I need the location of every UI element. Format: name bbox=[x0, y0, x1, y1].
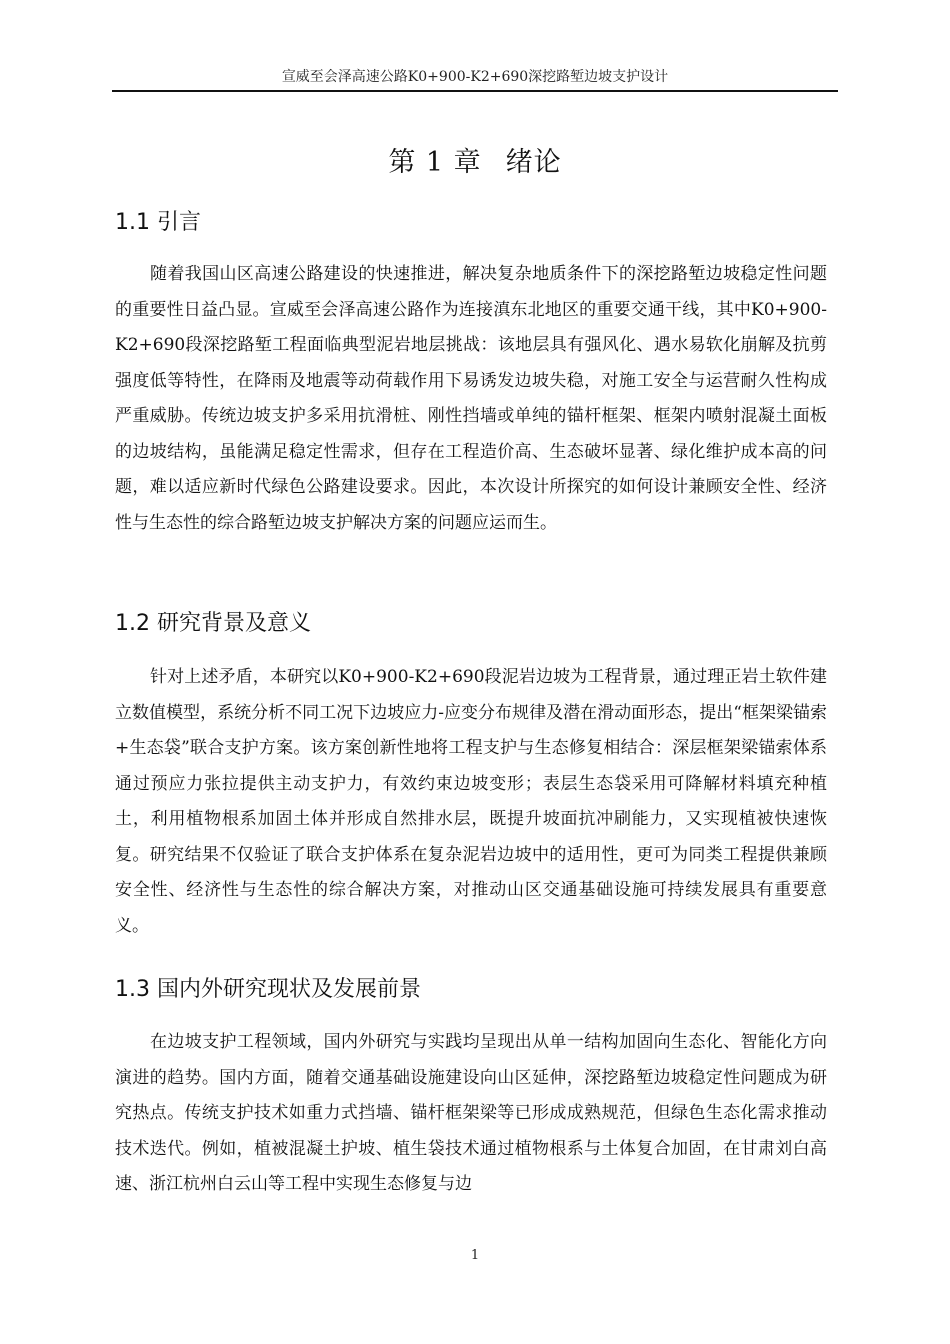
page-number: 1 bbox=[470, 1248, 480, 1263]
chapter-title bbox=[112, 140, 838, 179]
chapter-name: 绪论 bbox=[505, 147, 562, 178]
paragraph-introduction: 随着我国山区高速公路建设的快速推进，解决复杂地质条件下的深挖路堑边坡稳定性问题的重要性日益凸显。宣威至会泽高速公路作为连接滇东北地区的重要交通干线，其中K0+900-K2+690段深挖路堑工程面临典型泥岩地层挑战：该地层具有强风化、遇水易软化崩解及抗剪强度低等特性，在降雨及地震等动荷载作用下易诱发边坡失稳，对施工安全与运营耐久性构成严重威胁。传统边坡支护多采用抗滑桩、刚性挡墙或单纯的锚杆框架、框架内喷射混凝土面板的边坡结构，虽能满足稳定性需求，但存在工程造价高、生态破坏显著、绿化维护成本高的问题，难以适应新时代绿色公路建设要求。因此，本次设计所探究的如何设计兼顾安全性、经济性与生态性的综合路堑边坡支护解决方案的问题应运而生。 bbox=[115, 264, 827, 533]
running-header: 宣威至会泽高速公路K0+900-K2+690深挖路堑边坡支护设计 bbox=[281, 69, 669, 85]
chapter-number: 第 1 章 bbox=[388, 147, 482, 178]
section-heading-introduction: 1.1 引言 bbox=[115, 210, 201, 235]
header-divider bbox=[112, 90, 838, 92]
paragraph-background: 针对上述矛盾，本研究以K0+900-K2+690段泥岩边坡为工程背景，通过理正岩土软件建立数值模型，系统分析不同工况下边坡应力-应变分布规律及潜在滑动面形态，提出“框架梁锚索+生态袋”联合支护方案。该方案创新性地将工程支护与生态修复相结合：深层框架梁锚索体系通过预应力张拉提供主动支护力，有效约束边坡变形；表层生态袋采用可降解材料填充种植土，利用植物根系加固土体并形成自然排水层，既提升坡面抗冲刷能力，又实现植被快速恢复。研究结果不仅验证了联合支护体系在复杂泥岩边坡中的适用性，更可为同类工程提供兼顾安全性、经济性与生态性的综合解决方案，对推动山区交通基础设施可持续发展具有重要意义。 bbox=[115, 667, 827, 936]
section-heading-background: 1.2 研究背景及意义 bbox=[115, 611, 311, 636]
section-heading-research-status: 1.3 国内外研究现状及发展前景 bbox=[115, 977, 421, 1002]
paragraph-research-status: 在边坡支护工程领域，国内外研究与实践均呈现出从单一结构加固向生态化、智能化方向演进的趋势。国内方面，随着交通基础设施建设向山区延伸，深挖路堑边坡稳定性问题成为研究热点。传统支护技术如重力式挡墙、锚杆框架梁等已形成成熟规范，但绿色生态化需求推动技术迭代。例如，植被混凝土护坡、植生袋技术通过植物根系与土体复合加固，在甘肃刘白高速、浙江杭州白云山等工程中实现生态修复与边 bbox=[115, 1032, 827, 1194]
